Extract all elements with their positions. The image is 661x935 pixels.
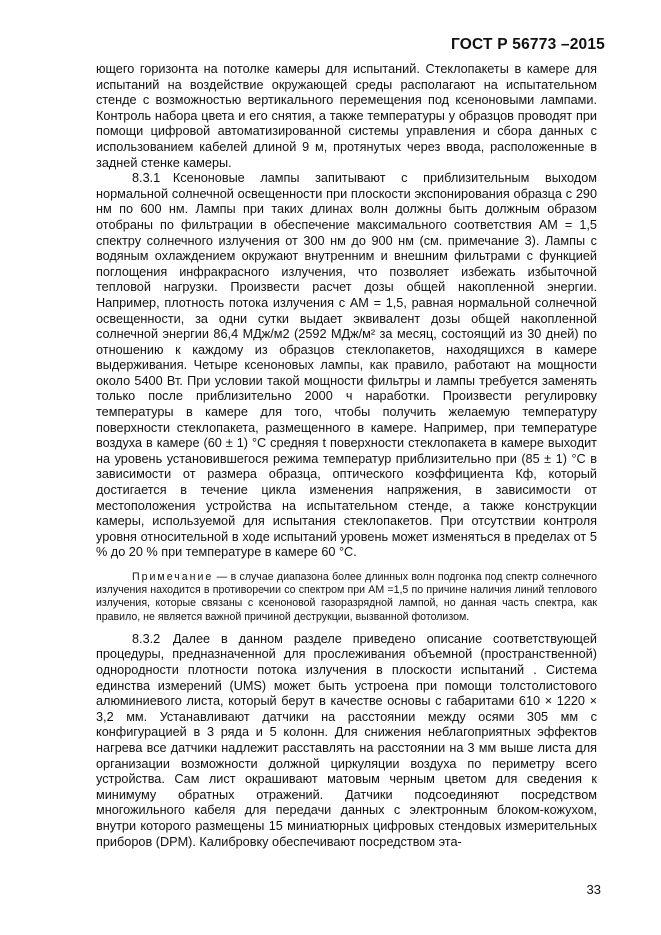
paragraph-8-3-2: 8.3.2 Далее в данном разделе приведено описание соответствующей процедуры, предназначенной для прослеживания объемной (пространственной) однородности плотности потока излучения в плоскости испытаний . Система единства измерений (UMS) может быть устроена при помощи толстолистового алюминиевого листа, который берут в качестве основы с габаритами 610 × 1220 × 3,2 мм. Устанавливают датчики на расстоянии между осями 305 мм с конфигурацией в 3 ряда и 5 колонн. Для снижения неблагоприятных эффектов нагрева все датчики надлежит расставлять на расстоянии на 3 мм выше листа для организации возможности должной циркуляции воздуха по периметру всего устройства. Сам лист окрашивают матовым черным цветом для сведения к минимуму обратных отражений. Датчики подсоединяют посредством многожильного кабеля для передачи данных с электронным блоком-кожухом, внутри которого размещены 15 миниатюрных цифровых стендовых измерительных приборов (DPM). Калибровку обеспечивают посредством эта-	[96, 631, 597, 849]
paragraph-continuation: ющего горизонта на потолке камеры для испытаний. Стеклопакеты в камере для испытаний на воздействие окружающей среды располагают на испытательном стенде с возможностью вертикального перемещения под ксеноновыми лампами. Контроль набора цвета и его снятия, а также температуры у образцов проводят при помощи цифровой автоматизированной системы управления и сбора данных с использованием кабелей длиной 9 м, протянутых через ввода, расположенные в задней стенке камеры.	[96, 62, 597, 170]
note-text: — в случае диапазона более длинных волн подгонка под спектр солнечного излучения находится в противоречии со спектром при АМ =1,5 по причине наличия линий теплового излучения, которые связаны с ксеноновой газоразрядной лампой, но данная часть спектра, как правило, не является важной причиной деструкции, вызванной фотолизом.	[96, 571, 597, 623]
note	[96, 571, 597, 624]
page-number: 33	[586, 882, 601, 897]
note-label: Примечание	[132, 571, 214, 583]
document-header: ГОСТ Р 56773 –2015	[451, 36, 605, 53]
document-body	[96, 62, 597, 850]
paragraph-8-3-1: 8.3.1 Ксеноновые лампы запитывают с приблизительным выходом нормальной солнечной освещенности при плоскости экспонирования образца с 290 нм по 600 нм. Лампы при таких длинах волн должны быть должным образом отобраны по фильтрации в обеспечение максимального соответствия АМ = 1,5 спектру солнечного излучения от 300 нм до 900 нм (см. примечание 3). Лампы с водяным охлаждением окружают внутренним и внешним фильтрами с функцией поглощения инфракрасного излучения, что позволяет избежать избыточной тепловой нагрузки. Произвести расчет дозы общей накопленной энергии. Например, плотность потока излучения с АМ = 1,5, равная нормальной солнечной освещенности, за одни сутки выдает эквивалент дозы общей накопленной солнечной энергии 86,4 МДж/м2 (2592 МДж/м² за месяц, состоящий из 30 дней) по отношению к каждому из образцов стеклопакетов, находящихся в камере выдерживания. Четыре ксеноновых лампы, как правило, работают на мощности около 5400 Вт. При условии такой мощности фильтры и лампы требуется заменять только после приблизительно 2000 ч наработки. Произвести регулировку температуры в камере для того, чтобы получить желаемую температуру поверхности стеклопакета, размещенного в камере. Например, при температуре воздуха в камере (60 ± 1) °С средняя t поверхности стеклопакета в камере выходит на уровень установившегося режима температур приблизительно при (85 ± 1) °С в зависимости от размера образца, оптического коэффициента Кф, который достигается в течение цикла изменения напряжения, в зависимости от местоположения устройства на испытательном стенде, а также конструкции камеры, используемой для испытания стеклопакетов. При отсутствии контроля уровня относительной в ходе испытаний уровень может изменяться в пределах от 5 % до 20 % при температуре в камере 60 °С.	[96, 171, 597, 560]
